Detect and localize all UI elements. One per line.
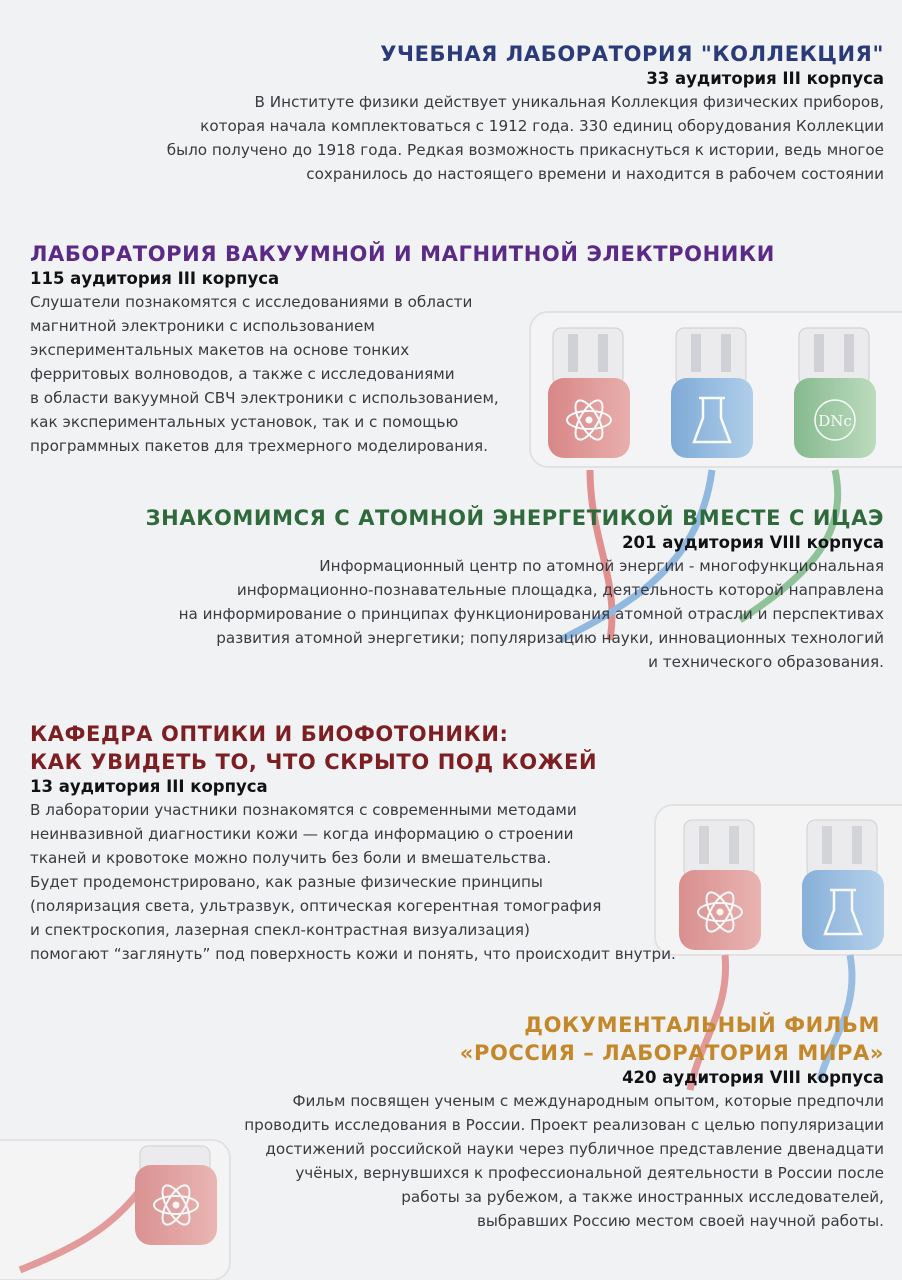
room-label: 13 аудитория III корпуса xyxy=(30,777,268,796)
section-description: В Институте физики действует уникальная Коллекция физических приборов, которая начала комплектоваться с 1912 года. 330 единиц оборудования Коллекции было получено до 1918 года. Редкая возможность прикаснуться к истории, ведь многое сохранилось до настоящего времени и находится в рабочем состоянии xyxy=(166,93,884,183)
section-heading: ЛАБОРАТОРИЯ ВАКУУМНОЙ И МАГНИТНОЙ ЭЛЕКТРОНИКИ xyxy=(30,242,775,266)
section-description: Слушатели познакомятся с исследованиями в области магнитной электроники с использованием экспериментальных макетов на основе тонких ферритовых волноводов, а также с исследованиями в области вакуумной СВЧ электроники с использованием, как экспериментальных установок, так и с помощью программных пакетов для трехмерного моделирования. xyxy=(30,293,499,455)
section-atomic-energy xyxy=(24,504,884,674)
section-optics-biophotonics xyxy=(30,720,770,966)
section-collection-lab xyxy=(24,40,884,186)
room-label: 115 аудитория III корпуса xyxy=(30,269,280,288)
section-description: В лаборатории участники познакомятся с современными методами неинвазивной диагностики кожи — когда информацию о строении тканей и кровотоке можно получить без боли и вмешательства. Будет продемонстрировано, как разные физические принципы (поляризация света, ультразвук, оптическая когерентная томография и спектроскопия, лазерная спекл-контрастная визуализация) помогают “заглянуть” под поверхность кожи и понять, что происходит внутри. xyxy=(30,801,676,963)
section-vacuum-magnetic-lab xyxy=(30,240,830,458)
section-heading: ЗНАКОМИМСЯ С АТОМНОЙ ЭНЕРГЕТИКОЙ ВМЕСТЕ С ИЦАЭ xyxy=(145,506,884,530)
section-description: Информационный центр по атомной энергии - многофункциональная информационно-познавательные площадка, деятельность которой направлена на информирование о принципах функционирования атомной отрасли и перспективах развития атомной энергетики; популяризацию науки, инновационных технологий и технического образования. xyxy=(178,557,884,671)
svg-text:DNc: DNc xyxy=(818,412,852,430)
section-heading-line-1: КАФЕДРА ОПТИКИ И БИОФОТОНИКИ: xyxy=(30,722,509,746)
room-label: 201 аудитория VIII корпуса xyxy=(622,533,884,552)
section-heading-line-2: «РОССИЯ – ЛАБОРАТОРИЯ МИРА» xyxy=(459,1041,884,1065)
room-label: 33 аудитория III корпуса xyxy=(646,69,884,88)
section-description: Фильм посвящен ученым с международным опытом, которые предпочли проводить исследования в России. Проект реализован с целью популяризации достижений российской науки через публичное представление двенадцати учёных, вернувшихся к профессиональной деятельности в России после работы за рубежом, а также иностранных исследователей, выбравших Россию местом своей научной работы. xyxy=(244,1092,884,1230)
section-heading: УЧЕБНАЯ ЛАБОРАТОРИЯ "КОЛЛЕКЦИЯ" xyxy=(380,42,884,66)
section-heading-line-2: КАК УВИДЕТЬ ТО, ЧТО СКРЫТО ПОД КОЖЕЙ xyxy=(30,750,598,774)
section-heading-line-1: ДОКУМЕНТАЛЬНЫЙ ФИЛЬМ xyxy=(524,1013,880,1037)
room-label: 420 аудитория VIII корпуса xyxy=(622,1068,884,1087)
section-documentary-film xyxy=(24,1011,884,1233)
